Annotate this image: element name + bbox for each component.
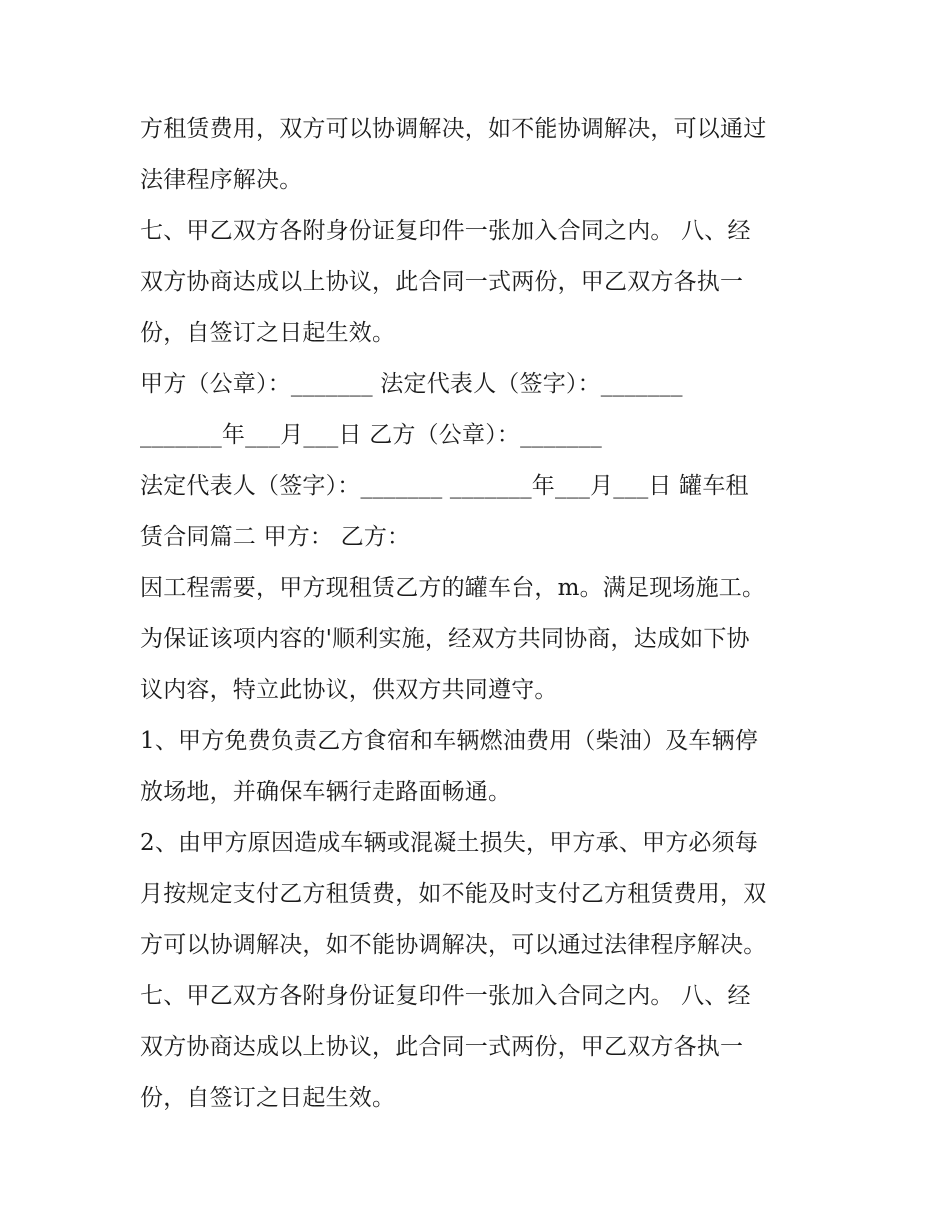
clause-8-line: 双方协商达成以上协议，此合同一式两份，甲乙双方各执一 [140,1034,744,1060]
clause-2-line: 月按规定支付乙方租赁费，如不能及时支付乙方租赁费用，双 [140,881,767,907]
clause-1-line: 放场地，并确保车辆行走路面畅通。 [140,779,512,805]
signature-line-party-a: 甲方（公章）：_______ 法定代表人（签字）：_______ [140,371,683,397]
text-line: 因工程需要，甲方现租赁乙方的罐车台，m。满足现场施工。 [140,575,766,601]
text-line: 份，自签订之日起生效。 [140,320,396,346]
clause-1-line: 1、甲方免费负责乙方食宿和车辆燃油费用（柴油）及车辆停 [140,728,759,754]
text-line: 法律程序解决。 [140,167,303,193]
text-line: 议内容，特立此协议，供双方共同遵守。 [140,677,558,703]
section-heading-contract-two: 赁合同篇二 甲方： 乙方： [140,524,411,550]
text-line: 为保证该项内容的'顺利实施，经双方共同协商，达成如下协 [140,626,750,652]
clause-2-line: 方可以协调解决，如不能协调解决，可以通过法律程序解决。 [140,932,767,958]
date-line-party-b: _______年___月___日 乙方（公章）：_______ [140,422,603,448]
document-text-body [140,104,820,1124]
clause-8-line: 份，自签订之日起生效。 [140,1085,396,1111]
text-line: 七、甲乙双方各附身份证复印件一张加入合同之内。 八、经 [140,218,751,244]
signature-date-line: 法定代表人（签字）：_______ _______年___月___日 罐车租 [140,473,749,499]
clause-7-line: 七、甲乙双方各附身份证复印件一张加入合同之内。 八、经 [140,983,751,1009]
text-line: 双方协商达成以上协议，此合同一式两份，甲乙双方各执一 [140,269,744,295]
clause-2-line: 2、由甲方原因造成车辆或混凝土损失，甲方承、甲方必须每 [140,830,759,856]
text-line: 方租赁费用，双方可以协调解决，如不能协调解决，可以通过 [140,116,767,142]
